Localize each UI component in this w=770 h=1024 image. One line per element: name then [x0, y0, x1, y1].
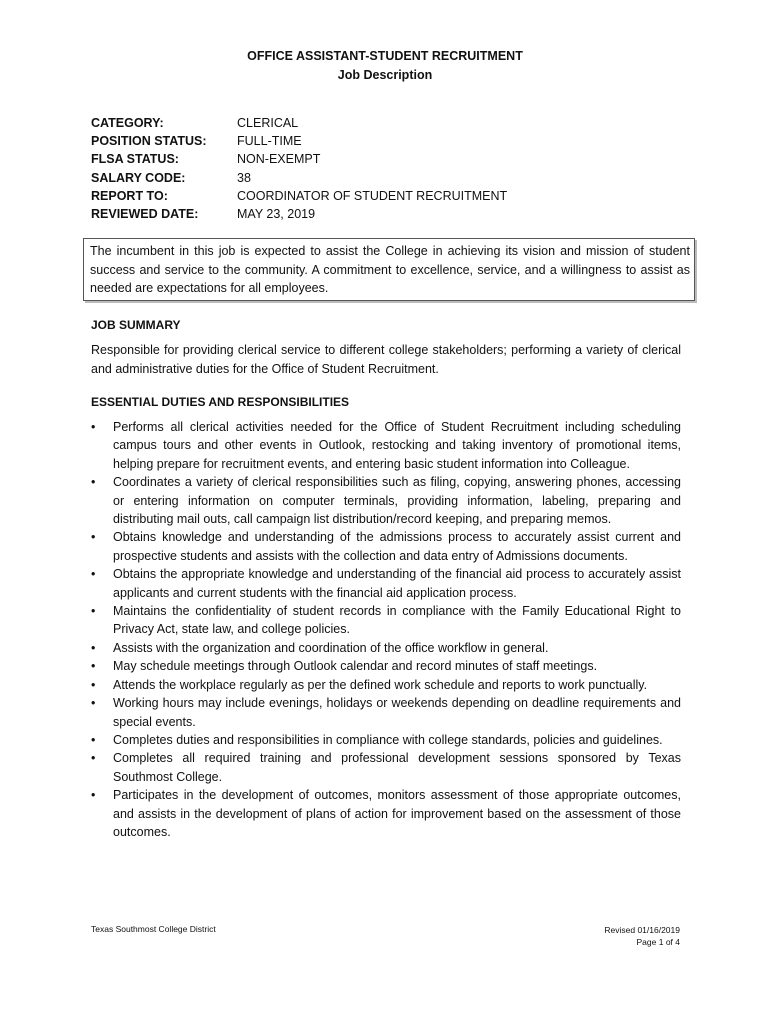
duty-text: Attends the workplace regularly as per the defined work schedule and reports to work punctually. [113, 677, 648, 692]
list-item [91, 565, 681, 602]
info-label: CATEGORY: [91, 116, 164, 130]
mission-statement-box: The incumbent in this job is expected to assist the College in achieving its vision and mission of student success and service to the community. A commitment to excellence, service, and a willingness to assist as needed are expectations for all employees. [83, 238, 695, 301]
bullet-icon: • [91, 751, 96, 766]
list-item [91, 694, 681, 731]
footer-organization: Texas Southmost College District [91, 924, 216, 934]
info-value: MAY 23, 2019 [237, 206, 316, 221]
bullet-icon: • [91, 604, 96, 619]
info-row-category [91, 114, 507, 132]
duty-text: Coordinates a variety of clerical responsibilities such as filing, copying, answering phones, accessing or entering information on computer terminals, providing information, labeling, preparing and distributing mail outs, call campaign list distribution/record keeping, and preparing memos. [113, 475, 681, 527]
bullet-icon: • [91, 475, 96, 490]
duties-list [91, 418, 681, 841]
duty-text: Maintains the confidentiality of student records in compliance with the Family Educational Right to Privacy Act, state law, and college policies. [113, 604, 681, 637]
info-row-salary-code [91, 169, 507, 187]
bullet-icon: • [91, 659, 96, 674]
footer-revision-info [604, 924, 680, 948]
bullet-icon: • [91, 696, 96, 711]
duty-text: Obtains the appropriate knowledge and understanding of the financial aid process to accurately assist applicants and current students with the financial aid application process. [113, 567, 681, 600]
info-value: COORDINATOR OF STUDENT RECRUITMENT [237, 188, 508, 203]
bullet-icon: • [91, 420, 96, 434]
duty-text: Assists with the organization and coordination of the office workflow in general. [113, 640, 549, 655]
page-number: Page 1 of 4 [636, 937, 680, 947]
list-item [91, 473, 681, 528]
duty-text: Performs all clerical activities needed for the Office of Student Recruitment including scheduling campus tours and other events in Outlook, restocking and taking inventory of promotional items, helping prepare for recruitment events, and entering basic student information into Colleague. [113, 420, 681, 471]
info-value: FULL-TIME [237, 134, 302, 149]
list-item [91, 731, 681, 749]
info-row-flsa-status [91, 150, 507, 168]
info-label: REPORT TO: [91, 188, 168, 203]
list-item [91, 786, 681, 841]
info-value: CLERICAL [237, 116, 299, 130]
list-item [91, 528, 681, 565]
job-summary-text: Responsible for providing clerical service to different college stakeholders; performing a variety of clerical and administrative duties for the Office of Student Recruitment. [91, 343, 681, 376]
duty-text: Obtains knowledge and understanding of the admissions process to accurately assist current and prospective students and assists with the collection and data entry of Admissions documents. [113, 530, 681, 563]
position-info-table [91, 114, 507, 223]
info-label: REVIEWED DATE: [91, 206, 199, 221]
document-title: OFFICE ASSISTANT-STUDENT RECRUITMENT [247, 49, 523, 63]
list-item [91, 749, 681, 786]
list-item [91, 676, 681, 694]
info-label: POSITION STATUS: [91, 134, 207, 149]
duty-text: Participates in the development of outcomes, monitors assessment of those appropriate outcomes, and assists in the development of plans of action for improvement based on the assessment of those outcomes. [113, 788, 681, 839]
info-label: SALARY CODE: [91, 170, 186, 185]
info-row-reviewed-date [91, 205, 507, 223]
info-row-report-to [91, 187, 507, 205]
info-value: 38 [237, 170, 251, 185]
bullet-icon: • [91, 677, 96, 692]
info-label: FLSA STATUS: [91, 152, 179, 167]
info-row-position-status [91, 132, 507, 150]
list-item [91, 602, 681, 639]
info-value: NON-EXEMPT [237, 152, 321, 167]
bullet-icon: • [91, 788, 96, 803]
duty-text: May schedule meetings through Outlook calendar and record minutes of staff meetings. [113, 659, 598, 674]
list-item [91, 639, 681, 657]
bullet-icon: • [91, 530, 96, 545]
bullet-icon: • [91, 567, 96, 582]
list-item [91, 657, 681, 675]
duties-heading: ESSENTIAL DUTIES AND RESPONSIBILITIES [91, 395, 350, 409]
revised-date: Revised 01/16/2019 [604, 925, 680, 935]
duty-text: Completes duties and responsibilities in compliance with college standards, policies and guidelines. [113, 732, 663, 747]
list-item [91, 418, 681, 473]
duty-text: Working hours may include evenings, holidays or weekends depending on deadline requirements and special events. [113, 696, 681, 729]
duty-text: Completes all required training and professional development sessions sponsored by Texas Southmost College. [113, 751, 681, 784]
bullet-icon: • [91, 640, 96, 655]
bullet-icon: • [91, 732, 96, 747]
job-summary-heading: JOB SUMMARY [91, 318, 181, 332]
document-subtitle: Job Description [337, 68, 433, 82]
